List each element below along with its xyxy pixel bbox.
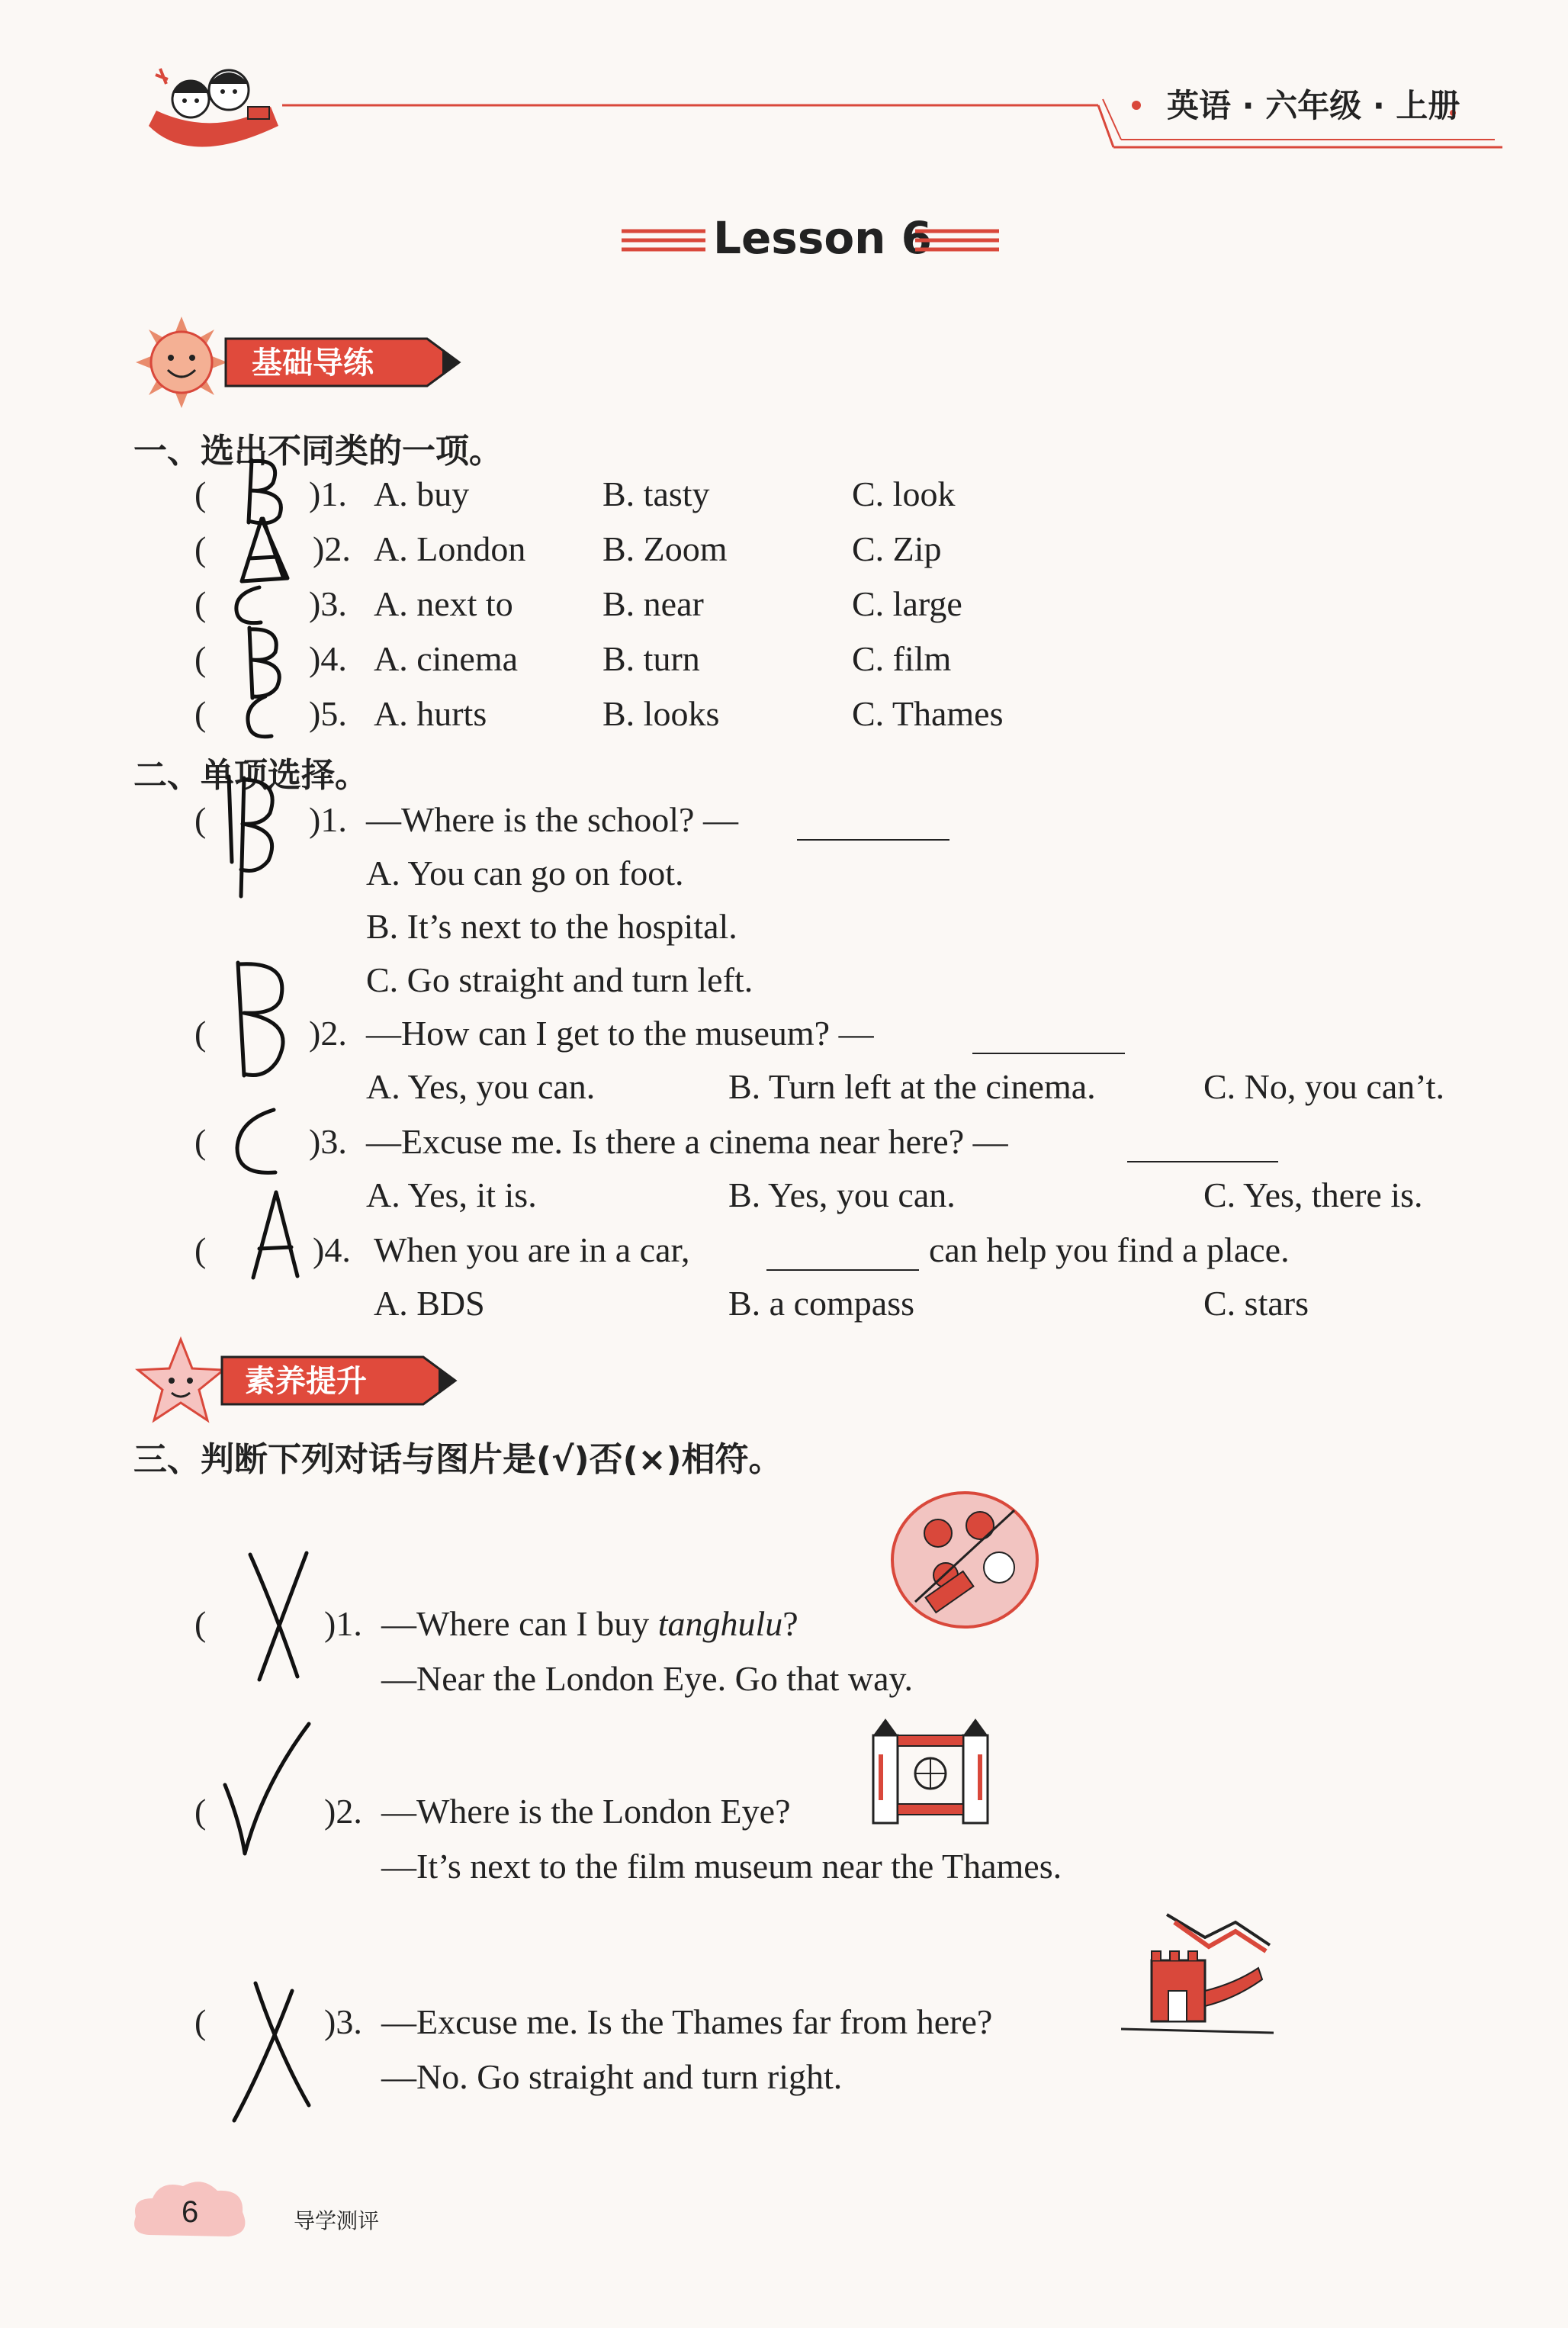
great-wall-icon [1121, 1907, 1274, 2040]
tanghulu-icon [885, 1487, 1045, 1632]
sun-icon [136, 317, 227, 408]
answer-blank [972, 1053, 1125, 1054]
answer-blank [766, 1269, 919, 1271]
header-subject: 英语 · 六年级 · 上册 [1167, 87, 1460, 124]
section1-heading: 一、选出不同类的一项。 [133, 432, 503, 471]
badge-advanced [217, 1354, 461, 1407]
title-rule-right [915, 225, 999, 256]
section2-heading: 二、单项选择。 [133, 756, 368, 795]
header-mascot-icon [145, 53, 290, 160]
star-icon [133, 1335, 229, 1426]
handwritten-answer-s3-3 [225, 1976, 324, 2128]
badge-basic-label: 基础导练 [252, 346, 374, 381]
lesson-title: Lesson 6 [713, 212, 933, 264]
footer-book-name: 导学测评 [294, 2208, 380, 2233]
badge-advanced-label: 素养提升 [245, 1364, 367, 1399]
answer-blank [1127, 1161, 1278, 1162]
handwritten-answer-s2-3 [225, 1102, 294, 1186]
handwritten-answer-s2-2 [221, 953, 305, 1087]
badge-basic [221, 336, 465, 389]
section3-heading: 三、判断下列对话与图片是(√)否(×)相符。 [133, 1440, 782, 1479]
handwritten-answer-s2-1 [214, 770, 290, 904]
answer-blank [797, 839, 949, 841]
handwritten-answer-s3-2 [217, 1716, 324, 1861]
section3-q1-line1: —Where can I buy tanghulu? [381, 1604, 798, 1643]
tower-bridge-icon [869, 1712, 991, 1831]
handwritten-answer-s2-4 [236, 1186, 313, 1285]
handwritten-answer-2 [233, 513, 301, 589]
handwritten-answer-s3-1 [236, 1548, 320, 1686]
title-rule-left [622, 225, 705, 256]
handwritten-answer-5 [229, 690, 290, 751]
page-number: 6 [182, 2195, 199, 2229]
